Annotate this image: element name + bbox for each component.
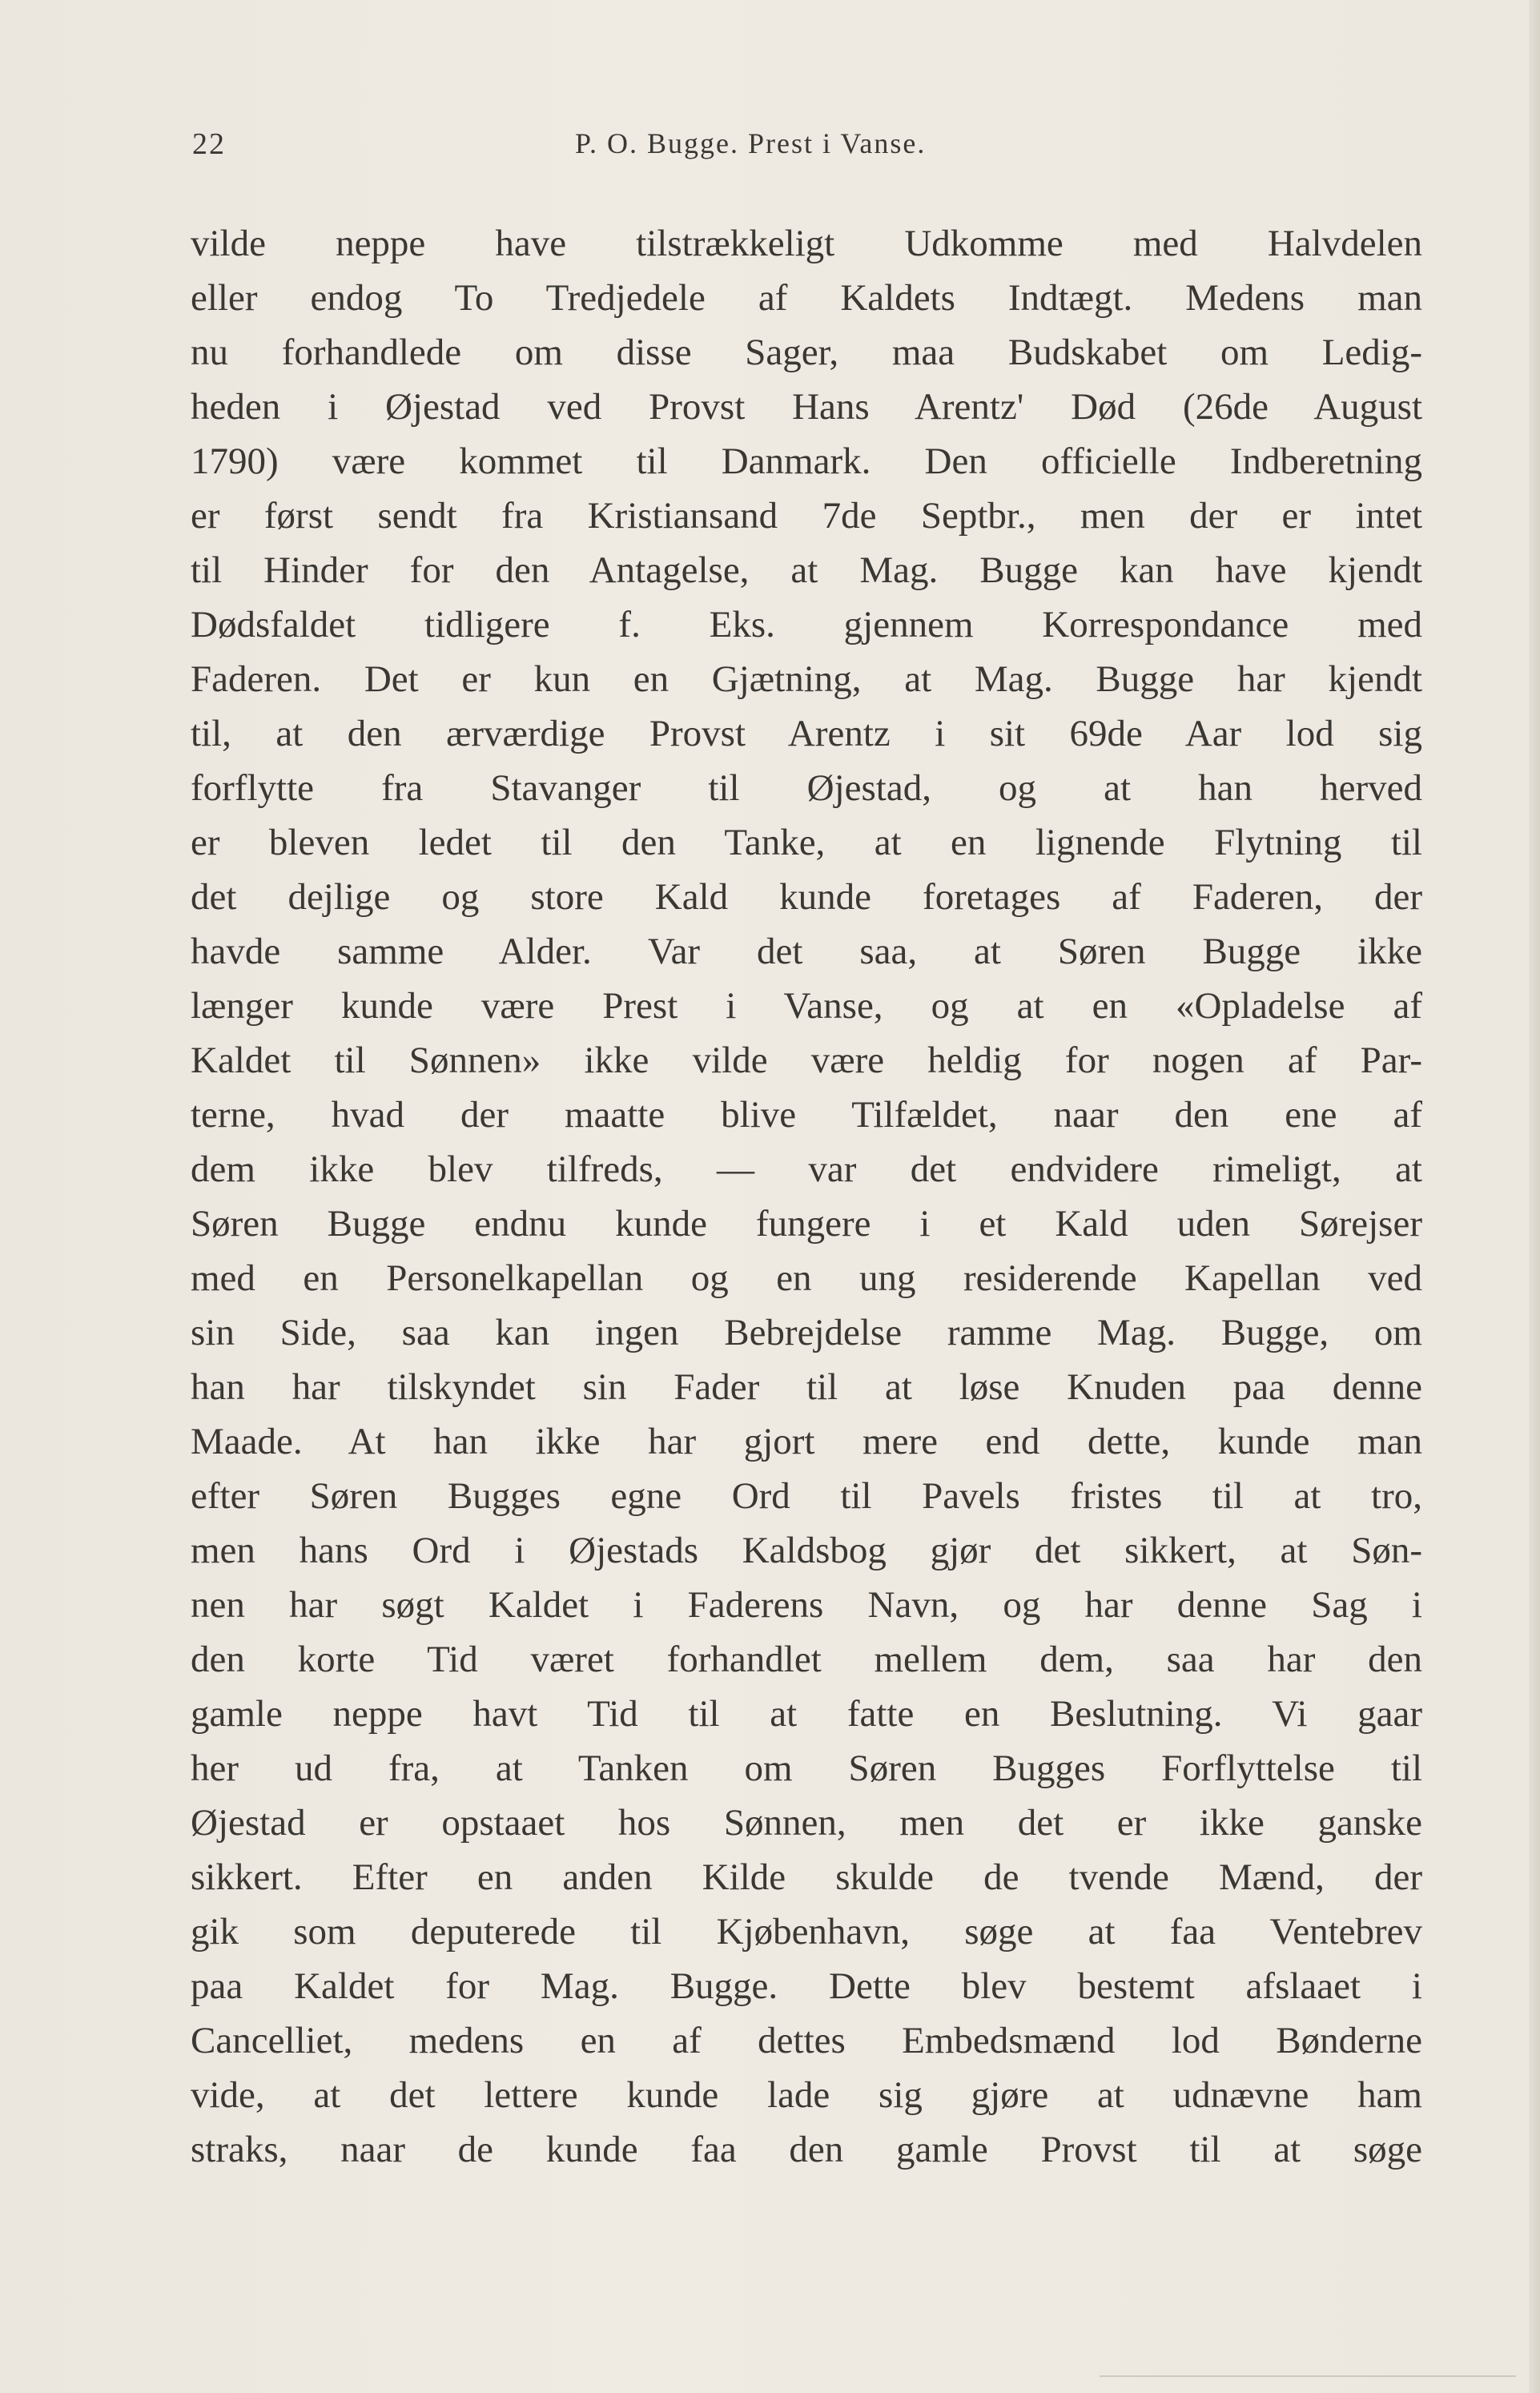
text-line: vilde neppe have tilstrækkeligt Udkomme med Halvdelen <box>191 223 1422 264</box>
text-line: dem ikke blev tilfreds, — var det endvidere rimeligt, at <box>191 1148 1422 1190</box>
text-line: Faderen. Det er kun en Gjætning, at Mag. Bugge har kjendt <box>191 658 1422 700</box>
text-line: nu forhandlede om disse Sager, maa Budskabet om Ledig- <box>191 332 1422 373</box>
text-line: Søren Bugge endnu kunde fungere i et Kald uden Sørejser <box>191 1203 1422 1245</box>
text-line: sin Side, saa kan ingen Bebrejdelse ramme Mag. Bugge, om <box>191 1312 1422 1353</box>
text-line: eller endog To Tredjedele af Kaldets Indtægt. Medens man <box>191 277 1422 319</box>
text-line: Cancelliet, medens en af dettes Embedsmænd lod Bønderne <box>191 2020 1422 2061</box>
page-corner-mark <box>1100 2375 1516 2377</box>
text-line: 1790) være kommet til Danmark. Den officielle Indberetning <box>191 440 1422 482</box>
text-line: heden i Øjestad ved Provst Hans Arentz' Død (26de August <box>191 386 1422 428</box>
running-head: P. O. Bugge. Prest i Vanse. <box>575 127 927 159</box>
text-line: Kaldet til Sønnen» ikke vilde være heldig for nogen af Par- <box>191 1040 1422 1081</box>
text-line: gamle neppe havt Tid til at fatte en Beslutning. Vi gaar <box>191 1693 1422 1735</box>
text-line: straks, naar de kunde faa den gamle Provst til at søge <box>191 2129 1422 2170</box>
text-line: Dødsfaldet tidligere f. Eks. gjennem Korrespondance med <box>191 604 1422 646</box>
text-line: sikkert. Efter en anden Kilde skulde de tvende Mænd, der <box>191 1856 1422 1898</box>
text-line: til, at den ærværdige Provst Arentz i sit 69de Aar lod sig <box>191 713 1422 754</box>
text-line: gik som deputerede til Kjøbenhavn, søge at faa Ventebrev <box>191 1911 1422 1953</box>
page-edge <box>1529 0 1540 2393</box>
text-line: terne, hvad der maatte blive Tilfældet, naar den ene af <box>191 1094 1422 1136</box>
text-line: nen har søgt Kaldet i Faderens Navn, og har denne Sag i <box>191 1584 1422 1626</box>
text-line: længer kunde være Prest i Vanse, og at en «Opladelse af <box>191 985 1422 1027</box>
text-line: Øjestad er opstaaet hos Sønnen, men det er ikke ganske <box>191 1802 1422 1844</box>
text-line: vide, at det lettere kunde lade sig gjøre at udnævne ham <box>191 2074 1422 2116</box>
body-text <box>191 216 1422 2177</box>
page-number: 22 <box>192 127 226 161</box>
text-line: havde samme Alder. Var det saa, at Søren Bugge ikke <box>191 931 1422 972</box>
text-line: er først sendt fra Kristiansand 7de Septbr., men der er intet <box>191 495 1422 537</box>
text-line: er bleven ledet til den Tanke, at en lignende Flytning til <box>191 822 1422 863</box>
page-header <box>192 127 1425 175</box>
text-line: til Hinder for den Antagelse, at Mag. Bugge kan have kjendt <box>191 549 1422 591</box>
text-line: efter Søren Bugges egne Ord til Pavels fristes til at tro, <box>191 1475 1422 1517</box>
text-line: paa Kaldet for Mag. Bugge. Dette blev bestemt afslaaet i <box>191 1965 1422 2007</box>
text-line: Maade. At han ikke har gjort mere end dette, kunde man <box>191 1421 1422 1462</box>
text-line: her ud fra, at Tanken om Søren Bugges Forflyttelse til <box>191 1747 1422 1789</box>
text-line: forflytte fra Stavanger til Øjestad, og at han herved <box>191 767 1422 809</box>
text-line: men hans Ord i Øjestads Kaldsbog gjør det sikkert, at Søn- <box>191 1530 1422 1571</box>
text-line: det dejlige og store Kald kunde foretages af Faderen, der <box>191 876 1422 918</box>
text-line: den korte Tid været forhandlet mellem dem, saa har den <box>191 1639 1422 1680</box>
text-line: med en Personelkapellan og en ung residerende Kapellan ved <box>191 1257 1422 1299</box>
text-line: han har tilskyndet sin Fader til at løse Knuden paa denne <box>191 1366 1422 1408</box>
